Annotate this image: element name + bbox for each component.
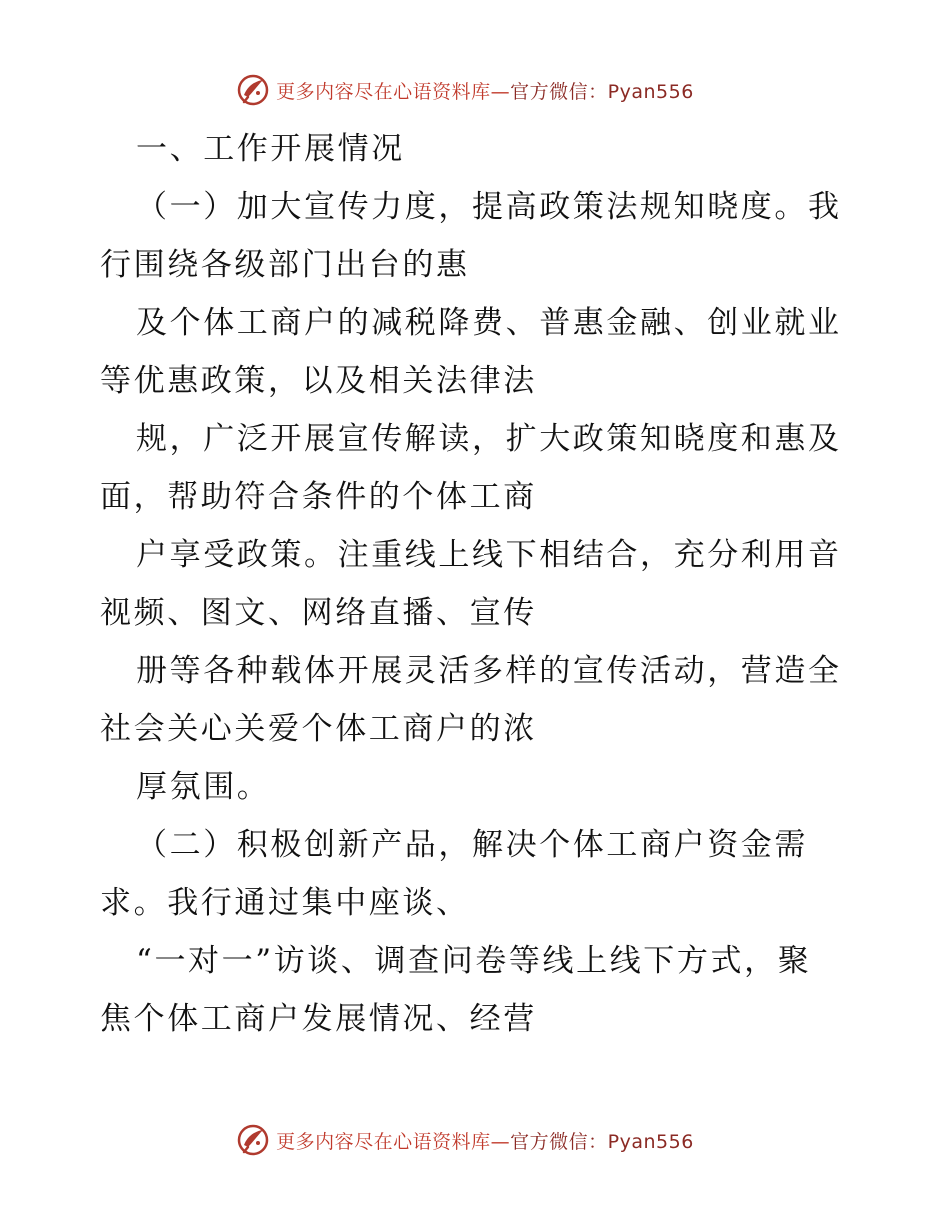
text-line: 焦个体工商户发展情况、经营 [100, 1001, 537, 1037]
text-line: 户享受政策。注重线上线下相结合，充分利用音 [136, 537, 842, 573]
text-line: 规，广泛开展宣传解读，扩大政策知晓度和惠及 [136, 421, 842, 457]
text-line: （二）积极创新产品，解决个体工商户资金需 [136, 827, 808, 863]
text-line: 等优惠政策，以及相关法律法 [100, 363, 537, 399]
footer-banner [0, 1120, 950, 1160]
banner-text: 更多内容尽在心语资料库—官方微信：Pyan556 [276, 1130, 694, 1153]
text-line: 厚氛围。 [136, 769, 271, 805]
banner-inner [236, 1123, 694, 1157]
text-line: 社会关心关爱个体工商户的浓 [100, 711, 537, 747]
banner-inner [236, 73, 694, 107]
text-line: 求。我行通过集中座谈、 [100, 885, 470, 921]
text-line: 面，帮助符合条件的个体工商 [100, 479, 537, 515]
text-line: （一）加大宣传力度，提高政策法规知晓度。我 [136, 189, 842, 225]
text-line: “一对一”访谈、调查问卷等线上线下方式，聚 [136, 943, 812, 979]
text-line: 行围绕各级部门出台的惠 [100, 247, 470, 283]
text-line: 及个体工商户的减税降费、普惠金融、创业就业 [136, 305, 842, 341]
text-line: 册等各种载体开展灵活多样的宣传活动，营造全 [136, 653, 842, 689]
brand-logo-icon [236, 73, 270, 107]
header-banner [0, 70, 950, 110]
document-body [100, 120, 860, 1048]
banner-text: 更多内容尽在心语资料库—官方微信：Pyan556 [276, 80, 694, 103]
text-line: 一、工作开展情况 [136, 131, 405, 167]
text-line: 视频、图文、网络直播、宣传 [100, 595, 537, 631]
brand-logo-icon [236, 1123, 270, 1157]
